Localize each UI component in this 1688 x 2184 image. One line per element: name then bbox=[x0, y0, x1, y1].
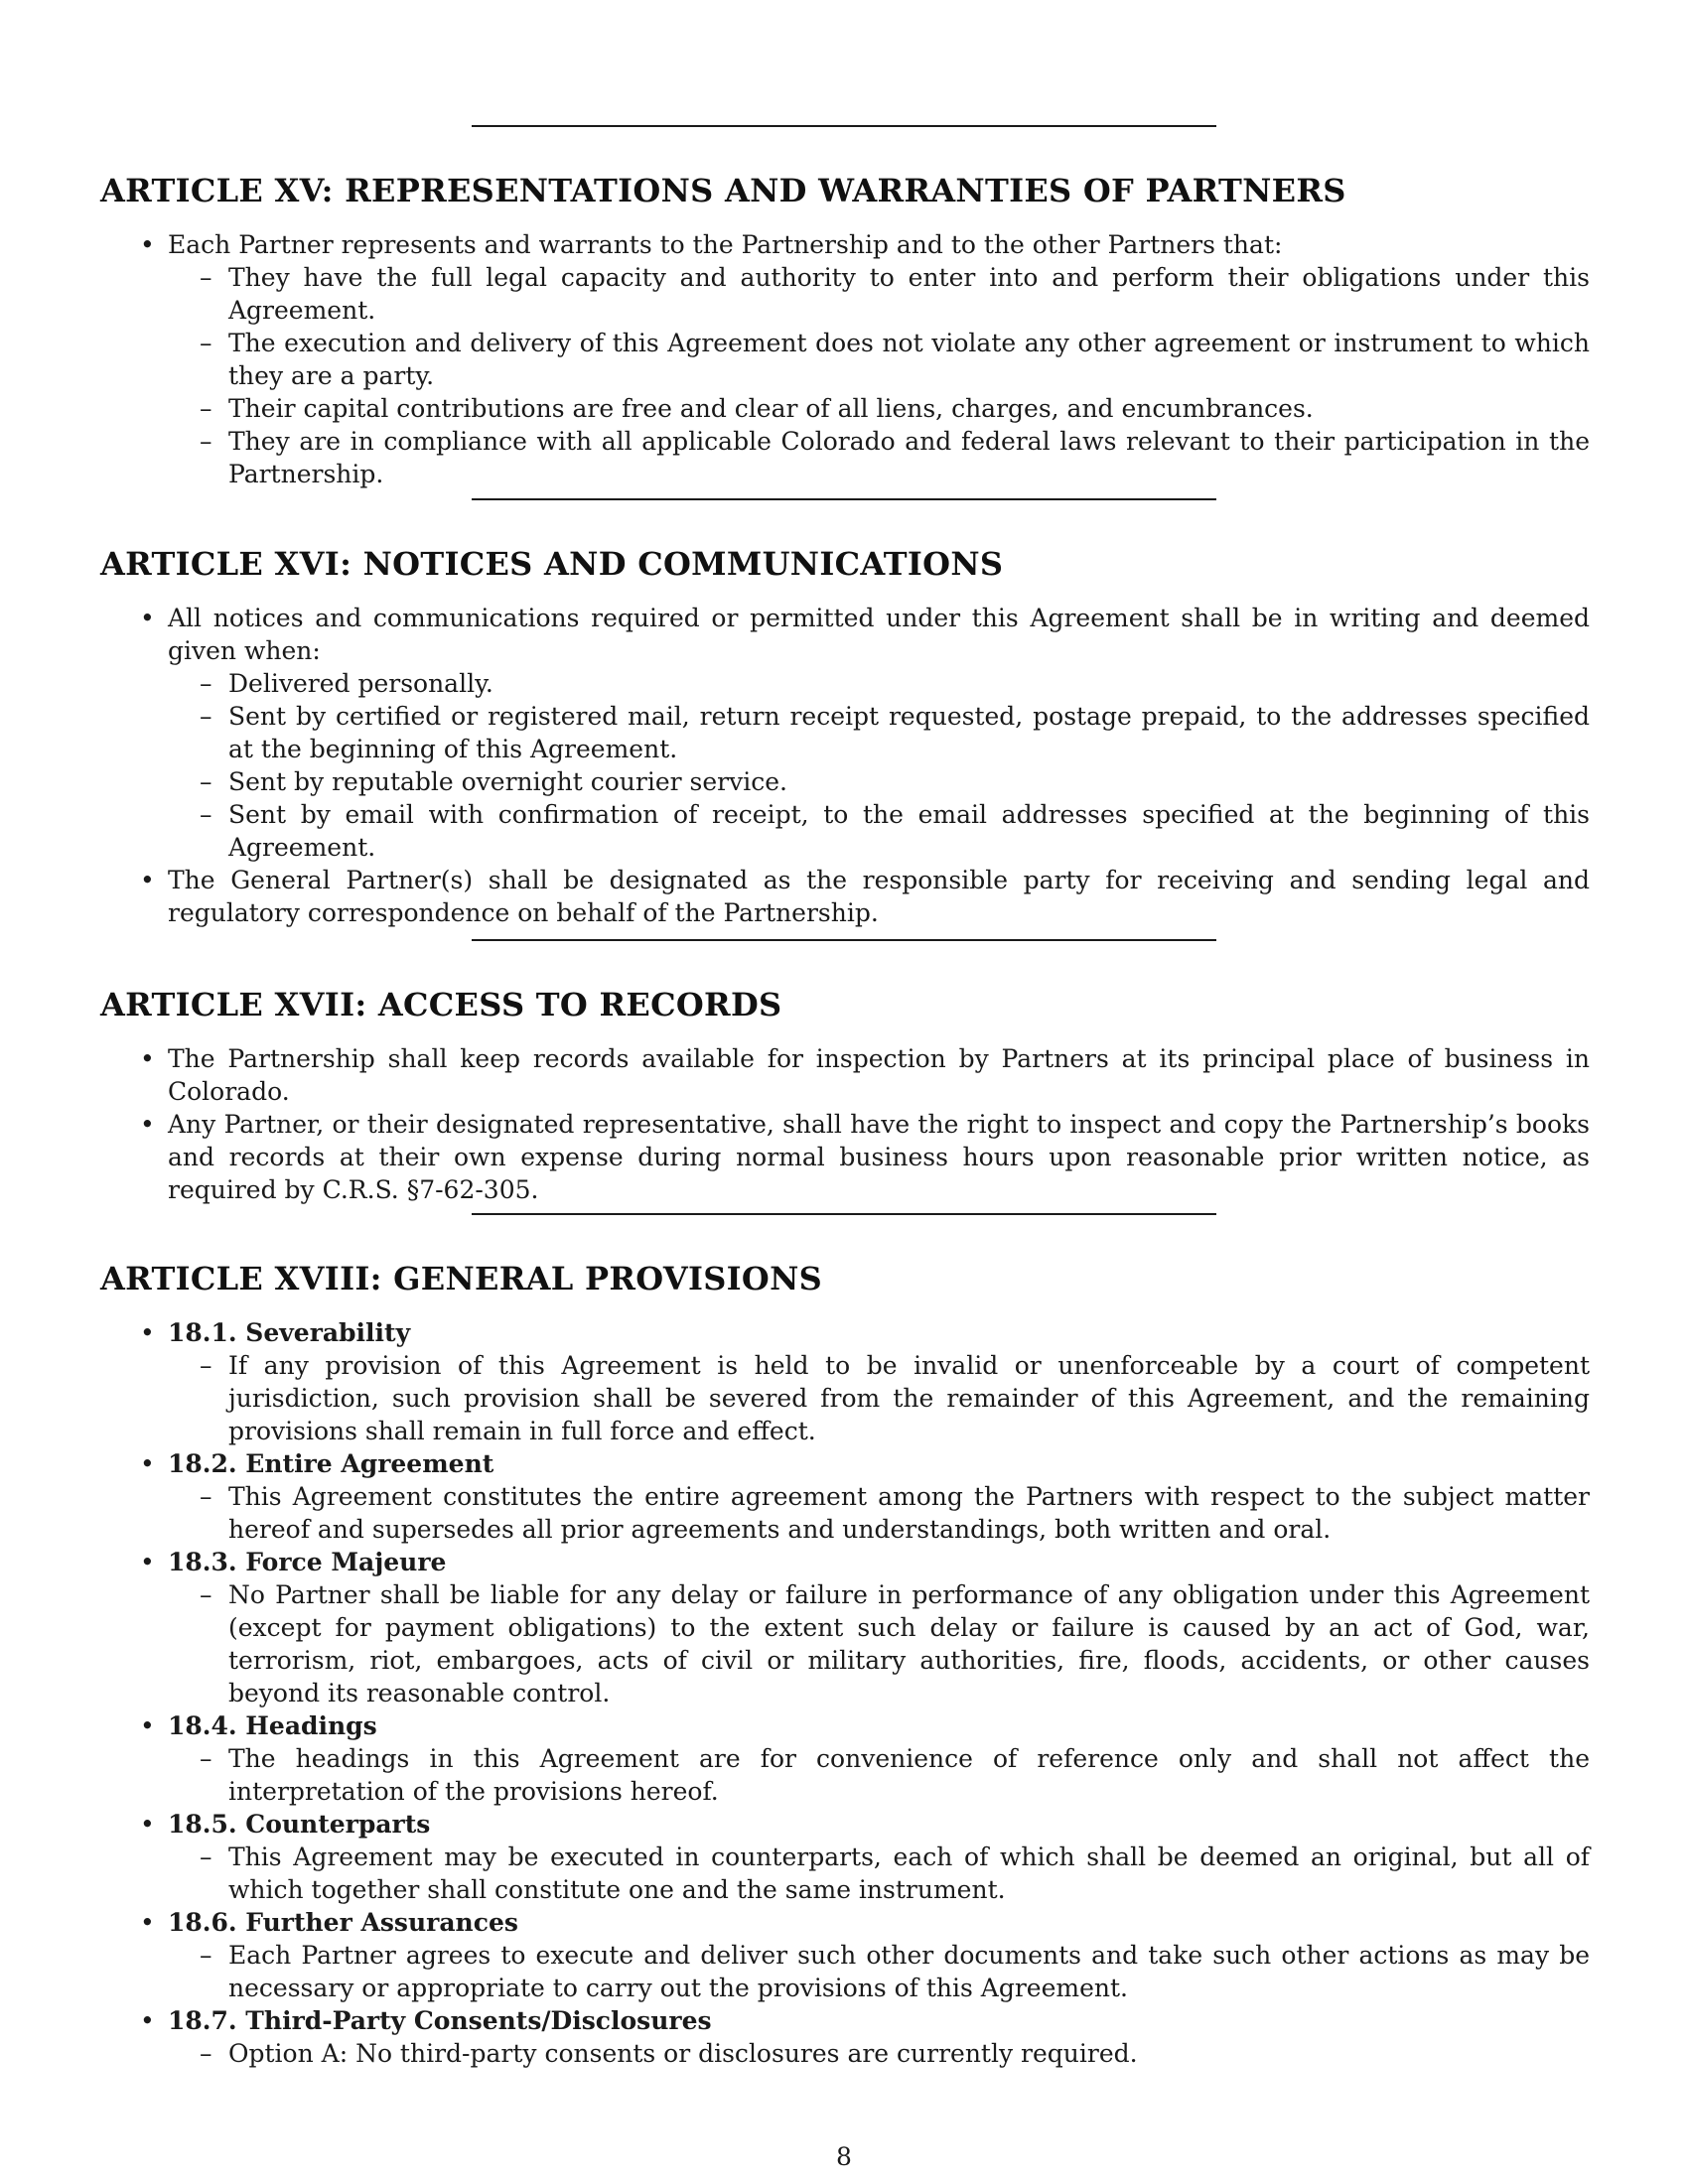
provision-item bbox=[100, 1808, 1590, 1906]
article-xviii bbox=[100, 1259, 1590, 2070]
sub-list bbox=[168, 1349, 1590, 1447]
provision-heading: 18.4. Headings bbox=[168, 1711, 377, 1740]
provision-heading: 18.6. Further Assurances bbox=[168, 1908, 518, 1937]
sub-list-item: – Their capital contributions are free and clear of all liens, charges, and encumbrances. bbox=[168, 392, 1590, 425]
list-item: • The General Partner(s) shall be designated as the responsible party for receiving and sending legal and regulatory correspondence on behalf of the Partnership. bbox=[100, 864, 1590, 929]
sub-list bbox=[168, 261, 1590, 490]
article-list bbox=[100, 602, 1590, 929]
article-title: ARTICLE XVIII: GENERAL PROVISIONS bbox=[100, 1260, 823, 1297]
sub-list bbox=[168, 1841, 1590, 1906]
provision-heading: 18.5. Counterparts bbox=[168, 1810, 431, 1839]
article-title: ARTICLE XV: REPRESENTATIONS AND WARRANTIES OF PARTNERS bbox=[100, 172, 1346, 209]
article-list bbox=[100, 228, 1590, 490]
list-item-text: All notices and communications required or permitted under this Agreement shall be in writing and deemed given when: bbox=[168, 604, 1590, 665]
sub-list-item: – This Agreement constitutes the entire agreement among the Partners with respect to the subject matter hereof and supersedes all prior agreements and understandings, both written and oral. bbox=[168, 1480, 1590, 1546]
sub-list bbox=[168, 1578, 1590, 1709]
list-item-text: Each Partner represents and warrants to the Partnership and to the other Partners that: bbox=[168, 230, 1283, 259]
provision-item bbox=[100, 1546, 1590, 1709]
article-xv bbox=[100, 171, 1590, 490]
sub-list-item: – They have the full legal capacity and authority to enter into and perform their obligations under this Agreement. bbox=[168, 261, 1590, 327]
provision-item bbox=[100, 1316, 1590, 1447]
sub-list-item: – They are in compliance with all applicable Colorado and federal laws relevant to their participation in the Partnership. bbox=[168, 425, 1590, 490]
article-title: ARTICLE XVII: ACCESS TO RECORDS bbox=[100, 986, 782, 1024]
sub-list-item: – The headings in this Agreement are for convenience of reference only and shall not affect the interpretation of the provisions hereof. bbox=[168, 1742, 1590, 1808]
sub-list-item: – Sent by certified or registered mail, return receipt requested, postage prepaid, to the addresses specified at the beginning of this Agreement. bbox=[168, 700, 1590, 765]
section-divider bbox=[472, 1213, 1216, 1215]
sub-list bbox=[168, 1742, 1590, 1808]
sub-list-item: – Delivered personally. bbox=[168, 667, 1590, 700]
article-xvi bbox=[100, 544, 1590, 929]
provision-heading: 18.2. Entire Agreement bbox=[168, 1449, 494, 1478]
article-xvii bbox=[100, 985, 1590, 1206]
provision-item bbox=[100, 1906, 1590, 2004]
sub-list-item: – Sent by email with confirmation of receipt, to the email addresses specified at the beginning of this Agreement. bbox=[168, 798, 1590, 864]
sub-list bbox=[168, 1480, 1590, 1546]
provision-heading: 18.7. Third-Party Consents/Disclosures bbox=[168, 2006, 712, 2035]
provision-heading: 18.1. Severability bbox=[168, 1318, 411, 1347]
sub-list bbox=[168, 1939, 1590, 2004]
provision-item bbox=[100, 2004, 1590, 2070]
list-item: • The Partnership shall keep records available for inspection by Partners at its principal place of business in Colorado. bbox=[100, 1042, 1590, 1108]
provision-item bbox=[100, 1709, 1590, 1808]
sub-list-item: – Option A: No third-party consents or disclosures are currently required. bbox=[168, 2037, 1590, 2070]
list-item bbox=[100, 228, 1590, 490]
article-list bbox=[100, 1042, 1590, 1206]
sub-list-item: – This Agreement may be executed in counterparts, each of which shall be deemed an original, but all of which together shall constitute one and the same instrument. bbox=[168, 1841, 1590, 1906]
sub-list bbox=[168, 667, 1590, 864]
sub-list-item: – Sent by reputable overnight courier service. bbox=[168, 765, 1590, 798]
sub-list-item: – Each Partner agrees to execute and deliver such other documents and take such other actions as may be necessary or appropriate to carry out the provisions of this Agreement. bbox=[168, 1939, 1590, 2004]
section-divider bbox=[472, 498, 1216, 500]
sub-list-item: – If any provision of this Agreement is held to be invalid or unenforceable by a court of competent jurisdiction, such provision shall be severed from the remainder of this Agreement, and the remaining provisions shall remain in full force and effect. bbox=[168, 1349, 1590, 1447]
section-divider bbox=[472, 939, 1216, 941]
article-list bbox=[100, 1316, 1590, 2070]
page-number: 8 bbox=[836, 2142, 852, 2171]
sub-list bbox=[168, 2037, 1590, 2070]
provision-item bbox=[100, 1447, 1590, 1546]
provision-heading: 18.3. Force Majeure bbox=[168, 1548, 447, 1576]
section-divider bbox=[472, 125, 1216, 127]
list-item: • Any Partner, or their designated representative, shall have the right to inspect and copy the Partnership’s books and records at their own expense during normal business hours upon reasonable prior written notice, as required by C.R.S. §7-62-305. bbox=[100, 1108, 1590, 1206]
sub-list-item: – No Partner shall be liable for any delay or failure in performance of any obligation under this Agreement (except for payment obligations) to the extent such delay or failure is caused by an act of God, war, terrorism, riot, embargoes, acts of civil or military authorities, fire, floods, accidents, or other causes beyond its reasonable control. bbox=[168, 1578, 1590, 1709]
list-item bbox=[100, 602, 1590, 864]
article-title: ARTICLE XVI: NOTICES AND COMMUNICATIONS bbox=[100, 545, 1004, 583]
sub-list-item: – The execution and delivery of this Agreement does not violate any other agreement or instrument to which they are a party. bbox=[168, 327, 1590, 392]
